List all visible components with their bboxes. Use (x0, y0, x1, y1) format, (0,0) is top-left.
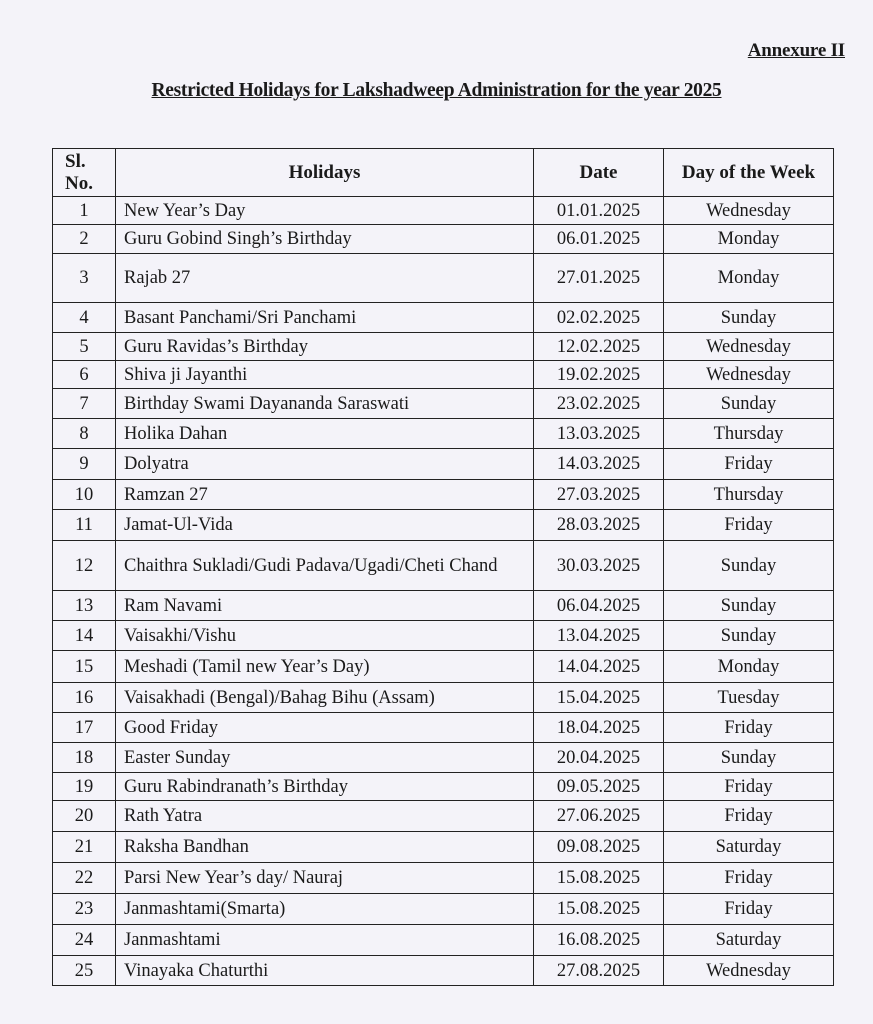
table-row (53, 419, 834, 449)
cell-holiday: Janmashtami(Smarta) (116, 894, 534, 925)
cell-date: 28.03.2025 (534, 510, 664, 541)
table-header-row (53, 149, 834, 197)
cell-day: Sunday (664, 541, 834, 591)
cell-holiday: Jamat-Ul-Vida (116, 510, 534, 541)
cell-holiday: Dolyatra (116, 449, 534, 480)
table-row (53, 832, 834, 863)
cell-date: 30.03.2025 (534, 541, 664, 591)
table-row (53, 743, 834, 773)
table-row (53, 449, 834, 480)
table-row (53, 591, 834, 621)
cell-day: Sunday (664, 743, 834, 773)
cell-date: 15.08.2025 (534, 894, 664, 925)
cell-day: Monday (664, 254, 834, 303)
cell-holiday: Janmashtami (116, 925, 534, 956)
cell-date: 20.04.2025 (534, 743, 664, 773)
cell-holiday: Easter Sunday (116, 743, 534, 773)
table-row (53, 683, 834, 713)
table-row (53, 225, 834, 254)
cell-sl-no: 25 (53, 956, 116, 986)
table-row (53, 925, 834, 956)
cell-holiday: Chaithra Sukladi/Gudi Padava/Ugadi/Cheti Chand (116, 541, 534, 591)
cell-day: Thursday (664, 419, 834, 449)
cell-sl-no: 24 (53, 925, 116, 956)
cell-holiday: Vinayaka Chaturthi (116, 956, 534, 986)
cell-sl-no: 23 (53, 894, 116, 925)
cell-holiday: Meshadi (Tamil new Year’s Day) (116, 651, 534, 683)
cell-holiday: Guru Gobind Singh’s Birthday (116, 225, 534, 254)
cell-date: 14.04.2025 (534, 651, 664, 683)
cell-day: Tuesday (664, 683, 834, 713)
table-row (53, 389, 834, 419)
cell-holiday: Vaisakhi/Vishu (116, 621, 534, 651)
cell-sl-no: 3 (53, 254, 116, 303)
cell-sl-no: 16 (53, 683, 116, 713)
cell-holiday: Raksha Bandhan (116, 832, 534, 863)
table-row (53, 480, 834, 510)
cell-sl-no: 10 (53, 480, 116, 510)
cell-date: 19.02.2025 (534, 361, 664, 389)
cell-day: Wednesday (664, 333, 834, 361)
cell-date: 27.03.2025 (534, 480, 664, 510)
cell-sl-no: 17 (53, 713, 116, 743)
cell-date: 09.08.2025 (534, 832, 664, 863)
cell-date: 09.05.2025 (534, 773, 664, 801)
cell-sl-no: 13 (53, 591, 116, 621)
cell-holiday: Shiva ji Jayanthi (116, 361, 534, 389)
cell-day: Sunday (664, 389, 834, 419)
table-body (53, 197, 834, 986)
cell-day: Thursday (664, 480, 834, 510)
cell-date: 27.06.2025 (534, 801, 664, 832)
cell-day: Monday (664, 651, 834, 683)
cell-sl-no: 21 (53, 832, 116, 863)
document-title: Restricted Holidays for Lakshadweep Administration for the year 2025 (151, 80, 722, 101)
cell-day: Sunday (664, 303, 834, 333)
table-row (53, 863, 834, 894)
cell-sl-no: 11 (53, 510, 116, 541)
header-day: Day of the Week (664, 149, 834, 197)
header-date: Date (534, 149, 664, 197)
cell-sl-no: 6 (53, 361, 116, 389)
cell-sl-no: 22 (53, 863, 116, 894)
cell-holiday: Basant Panchami/Sri Panchami (116, 303, 534, 333)
table-row (53, 894, 834, 925)
header-holidays: Holidays (116, 149, 534, 197)
table-row (53, 651, 834, 683)
cell-sl-no: 18 (53, 743, 116, 773)
cell-date: 12.02.2025 (534, 333, 664, 361)
cell-sl-no: 15 (53, 651, 116, 683)
cell-date: 18.04.2025 (534, 713, 664, 743)
cell-holiday: Vaisakhadi (Bengal)/Bahag Bihu (Assam) (116, 683, 534, 713)
table-row (53, 303, 834, 333)
holidays-table (52, 148, 834, 986)
table-row (53, 510, 834, 541)
cell-date: 15.04.2025 (534, 683, 664, 713)
cell-sl-no: 9 (53, 449, 116, 480)
cell-sl-no: 12 (53, 541, 116, 591)
cell-date: 14.03.2025 (534, 449, 664, 480)
cell-date: 02.02.2025 (534, 303, 664, 333)
header-sl-no: Sl. No. (53, 149, 116, 197)
cell-day: Friday (664, 713, 834, 743)
cell-sl-no: 1 (53, 197, 116, 225)
cell-holiday: Parsi New Year’s day/ Nauraj (116, 863, 534, 894)
cell-date: 27.01.2025 (534, 254, 664, 303)
cell-date: 06.04.2025 (534, 591, 664, 621)
table-row (53, 541, 834, 591)
cell-holiday: Rath Yatra (116, 801, 534, 832)
cell-day: Saturday (664, 832, 834, 863)
cell-day: Monday (664, 225, 834, 254)
cell-day: Friday (664, 894, 834, 925)
cell-day: Friday (664, 773, 834, 801)
table-row (53, 197, 834, 225)
cell-day: Sunday (664, 591, 834, 621)
cell-holiday: Ram Navami (116, 591, 534, 621)
table-row (53, 361, 834, 389)
cell-date: 23.02.2025 (534, 389, 664, 419)
table-row (53, 956, 834, 986)
cell-sl-no: 14 (53, 621, 116, 651)
cell-date: 27.08.2025 (534, 956, 664, 986)
cell-date: 16.08.2025 (534, 925, 664, 956)
cell-sl-no: 4 (53, 303, 116, 333)
cell-day: Wednesday (664, 197, 834, 225)
cell-date: 13.03.2025 (534, 419, 664, 449)
table-row (53, 801, 834, 832)
cell-day: Friday (664, 863, 834, 894)
table-row (53, 773, 834, 801)
cell-sl-no: 2 (53, 225, 116, 254)
cell-holiday: Birthday Swami Dayananda Saraswati (116, 389, 534, 419)
cell-day: Wednesday (664, 956, 834, 986)
cell-holiday: Ramzan 27 (116, 480, 534, 510)
cell-day: Wednesday (664, 361, 834, 389)
table-row (53, 621, 834, 651)
cell-holiday: Guru Rabindranath’s Birthday (116, 773, 534, 801)
cell-sl-no: 20 (53, 801, 116, 832)
cell-day: Friday (664, 449, 834, 480)
cell-holiday: Guru Ravidas’s Birthday (116, 333, 534, 361)
cell-day: Friday (664, 510, 834, 541)
table-row (53, 254, 834, 303)
cell-holiday: Holika Dahan (116, 419, 534, 449)
cell-day: Sunday (664, 621, 834, 651)
annexure-label: Annexure II (747, 40, 845, 61)
cell-day: Friday (664, 801, 834, 832)
cell-holiday: Rajab 27 (116, 254, 534, 303)
cell-sl-no: 7 (53, 389, 116, 419)
cell-holiday: New Year’s Day (116, 197, 534, 225)
table-row (53, 713, 834, 743)
table-row (53, 333, 834, 361)
cell-sl-no: 19 (53, 773, 116, 801)
cell-holiday: Good Friday (116, 713, 534, 743)
cell-sl-no: 8 (53, 419, 116, 449)
cell-date: 13.04.2025 (534, 621, 664, 651)
cell-date: 15.08.2025 (534, 863, 664, 894)
cell-day: Saturday (664, 925, 834, 956)
cell-sl-no: 5 (53, 333, 116, 361)
cell-date: 01.01.2025 (534, 197, 664, 225)
cell-date: 06.01.2025 (534, 225, 664, 254)
